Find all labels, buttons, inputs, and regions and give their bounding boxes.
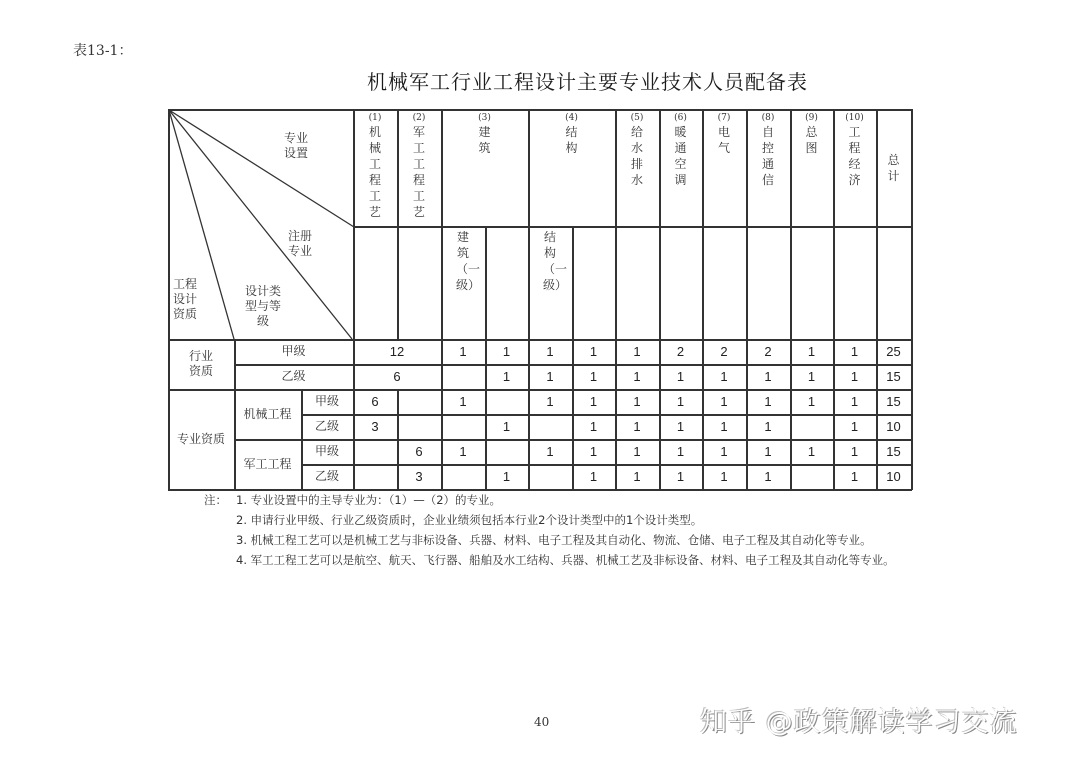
col-header-8: (8) 自控通信: [761, 113, 775, 187]
table-cell: 1: [807, 369, 816, 384]
corner-design-type-grade: 设计类型与等级: [244, 284, 281, 328]
table-cell: 1: [502, 369, 511, 384]
subheader-architecture-grade1: 建筑（一级）: [456, 230, 481, 292]
table-cell: 1: [764, 469, 772, 484]
table-cell: [397, 414, 441, 439]
table-cell: 1: [589, 444, 598, 459]
table-cell-total: 25: [886, 344, 901, 359]
table-cell: 1: [850, 344, 859, 359]
table-cell: 1: [589, 469, 598, 484]
col-header-7: (7) 电气: [717, 113, 731, 155]
table-cell: 1: [459, 394, 467, 409]
page-title: 机械军工行业工程设计主要专业技术人员配备表: [367, 70, 808, 94]
table-cell: 3: [415, 469, 423, 484]
table-cell: [485, 439, 528, 464]
table-cell-total: 15: [886, 369, 901, 384]
table-cell: 1: [676, 444, 685, 459]
table-cell: 1: [502, 419, 511, 434]
col-header-2: (2) 军工工程工艺: [412, 113, 426, 219]
row-subgroup-mech: 机械工程: [243, 406, 292, 421]
table-cell: 1: [676, 419, 685, 434]
table-cell: 1: [720, 394, 728, 409]
table-cell: 1: [850, 444, 859, 459]
table-cell: 1: [502, 469, 511, 484]
table-cell: 1: [633, 444, 641, 459]
corner-registered-specialty: 注册专业: [287, 229, 312, 258]
table-cell: 1: [850, 469, 859, 484]
table-cell: [353, 439, 397, 464]
col-header-3: (3) 建筑: [478, 113, 491, 155]
table-cell: [790, 464, 833, 489]
table-cell: 2: [676, 344, 685, 359]
table-cell: [353, 464, 397, 489]
col-header-6: (6) 暖通空调: [674, 113, 687, 187]
note-item: 2. 申请行业甲级、行业乙级资质时，企业业绩须包括本行业2个设计类型中的1个设计类型。: [236, 513, 703, 527]
table-cell: 1: [589, 419, 598, 434]
corner-specialty-setting: 专业设置: [283, 131, 308, 160]
table-cell: [397, 389, 441, 414]
table-cell: 1: [764, 419, 772, 434]
row-industry-grade-a: 甲级: [281, 344, 306, 358]
row-mil-grade-b: 乙级: [314, 469, 339, 483]
table-cell: [528, 464, 572, 489]
table-notes: [204, 492, 916, 569]
table-cell: 1: [764, 394, 772, 409]
table-cell: 1: [807, 344, 816, 359]
table-cell: 6: [371, 394, 379, 409]
table-cell: 1: [764, 444, 772, 459]
table-cell: 1: [546, 344, 554, 359]
corner-qualification: 工程设计资质: [172, 277, 197, 321]
table-cell: 1: [459, 344, 467, 359]
table-cell: 1: [633, 394, 641, 409]
table-cell: 2: [720, 344, 728, 359]
table-cell: 1: [633, 369, 641, 384]
subheader-structure-grade1: 结构（一级）: [543, 230, 568, 292]
col-header-5: (5) 给水排水: [630, 113, 644, 187]
page-number: 40: [534, 715, 550, 729]
row-subgroup-mil: 军工工程: [243, 456, 292, 471]
table-cell: 1: [720, 469, 728, 484]
table-cell: 12: [389, 344, 405, 359]
table-cell: 2: [764, 344, 772, 359]
table-cell: 1: [546, 394, 554, 409]
table-cell: [441, 364, 485, 389]
note-item: 4. 军工工程工艺可以是航空、航天、飞行器、船舶及水工结构、兵器、机械工艺及非标设备、材料、电子工程及其自动化等专业。: [236, 553, 895, 567]
table-cell: 1: [850, 369, 859, 384]
staffing-table: [168, 109, 912, 490]
col-header-1: (1) 机械工程工艺: [368, 113, 382, 219]
table-cell: 1: [850, 394, 859, 409]
table-cell: 1: [720, 444, 728, 459]
table-cell: 1: [807, 444, 816, 459]
table-cell: 1: [502, 344, 511, 359]
table-cell-total: 15: [886, 394, 901, 409]
table-cell: 1: [676, 394, 685, 409]
note-item: 注： 1. 专业设置中的主导专业为：（1）—（2）的专业。: [204, 493, 502, 507]
watermark: 知乎 @政策解读学习交流: [700, 707, 1018, 738]
table-cell: 1: [720, 369, 728, 384]
table-cell: 1: [589, 394, 598, 409]
table-cell: [441, 464, 485, 489]
table-cell: 1: [546, 369, 554, 384]
table-cell-total: 15: [886, 444, 901, 459]
table-cell: 1: [633, 469, 641, 484]
table-cell: 1: [589, 369, 598, 384]
table-cell: 1: [633, 419, 641, 434]
table-cell: 1: [676, 469, 685, 484]
table-cell: 1: [850, 419, 859, 434]
table-label: 表13-1：: [73, 43, 133, 59]
row-industry-grade-b: 乙级: [281, 369, 306, 383]
table-cell: 1: [764, 369, 772, 384]
table-cell: 1: [589, 344, 598, 359]
table-cell: 6: [415, 444, 423, 459]
col-header-4: (4) 结构: [565, 113, 578, 155]
row-mech-grade-a: 甲级: [314, 394, 339, 408]
table-cell: 1: [720, 419, 728, 434]
col-header-9: (9) 总图: [805, 113, 818, 155]
table-cell: [528, 414, 572, 439]
table-cell: 1: [676, 369, 685, 384]
table-cell: 3: [371, 419, 379, 434]
table-cell-total: 10: [886, 419, 901, 434]
table-cell: 1: [546, 444, 554, 459]
row-group-specialty: 专业资质: [176, 431, 225, 446]
col-header-total: 总计: [887, 152, 900, 183]
table-cell: [485, 389, 528, 414]
table-cell: 1: [807, 394, 816, 409]
note-item: 3. 机械工程工艺可以是机械工艺与非标设备、兵器、材料、电子工程及其自动化、物流、仓储、电子工程及其自动化等专业。: [236, 533, 872, 547]
table-cell: [790, 414, 833, 439]
table-cell: 6: [393, 369, 401, 384]
table-cell: [441, 414, 485, 439]
notes-prefix: 注：: [204, 493, 227, 507]
table-cell: 1: [633, 344, 641, 359]
table-cell-total: 10: [886, 469, 901, 484]
row-mech-grade-b: 乙级: [314, 419, 339, 433]
row-mil-grade-a: 甲级: [314, 444, 339, 458]
col-header-10: (10) 工程经济: [845, 113, 864, 187]
table-cell: 1: [459, 444, 467, 459]
row-group-industry: 行业资质: [188, 349, 213, 378]
